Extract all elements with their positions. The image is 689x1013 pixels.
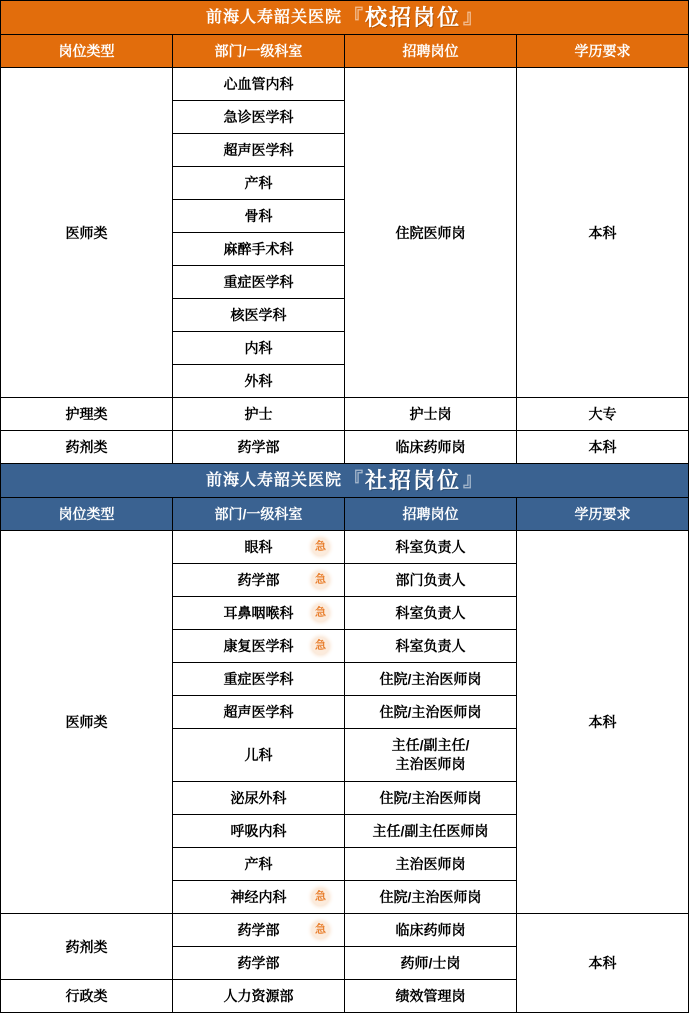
education-cell: 本科 — [517, 531, 689, 914]
department-cell — [173, 564, 345, 597]
col-header-department: 部门/一级科室 — [173, 35, 345, 68]
urgent-icon: 急 — [312, 889, 329, 906]
table-row — [1, 531, 689, 564]
department-cell: 急诊医学科 — [173, 101, 345, 134]
position-cell: 科室负责人 — [345, 531, 517, 564]
position-cell: 药师/士岗 — [345, 947, 517, 980]
col-header-education: 学历要求 — [517, 35, 689, 68]
department-cell: 呼吸内科 — [173, 815, 345, 848]
campus-column-headers — [1, 35, 689, 68]
department-cell: 骨科 — [173, 200, 345, 233]
department-cell — [173, 630, 345, 663]
department-cell: 外科 — [173, 365, 345, 398]
department-cell: 内科 — [173, 332, 345, 365]
position-cell: 主治医师岗 — [345, 848, 517, 881]
department-cell: 产科 — [173, 167, 345, 200]
department-cell: 泌尿外科 — [173, 782, 345, 815]
department-cell: 核医学科 — [173, 299, 345, 332]
col-header-position: 招聘岗位 — [345, 35, 517, 68]
urgent-icon: 急 — [312, 539, 329, 556]
table-row — [1, 398, 689, 431]
category-cell: 药剂类 — [1, 914, 173, 980]
campus-title-highlight: 校招岗位 — [365, 4, 462, 30]
department-cell: 超声医学科 — [173, 134, 345, 167]
position-cell — [345, 729, 517, 782]
table-row — [1, 68, 689, 101]
position-cell: 临床药师岗 — [345, 431, 517, 464]
department-label: 神经内科 — [230, 889, 287, 905]
col-header-category: 岗位类型 — [1, 498, 173, 531]
position-cell: 科室负责人 — [345, 630, 517, 663]
department-cell: 重症医学科 — [173, 663, 345, 696]
education-cell: 本科 — [517, 431, 689, 464]
col-header-category: 岗位类型 — [1, 35, 173, 68]
department-cell — [173, 531, 345, 564]
col-header-education: 学历要求 — [517, 498, 689, 531]
category-cell: 药剂类 — [1, 431, 173, 464]
education-cell: 大专 — [517, 398, 689, 431]
urgent-icon: 急 — [312, 605, 329, 622]
department-cell: 人力资源部 — [173, 980, 345, 1013]
department-cell: 麻醉手术科 — [173, 233, 345, 266]
position-cell: 住院医师岗 — [345, 68, 517, 398]
social-title-row — [1, 464, 689, 498]
department-label: 眼科 — [244, 539, 273, 555]
department-label: 药学部 — [237, 922, 280, 938]
department-cell: 护士 — [173, 398, 345, 431]
department-label: 康复医学科 — [223, 638, 294, 654]
department-cell: 产科 — [173, 848, 345, 881]
campus-title-text — [205, 4, 483, 30]
urgent-icon: 急 — [312, 572, 329, 589]
table-row — [1, 914, 689, 947]
position-cell: 住院/主治医师岗 — [345, 663, 517, 696]
campus-title — [1, 1, 689, 35]
position-cell: 临床药师岗 — [345, 914, 517, 947]
social-title-text — [205, 467, 483, 493]
category-cell: 行政类 — [1, 980, 173, 1013]
position-line: 主治医师岗 — [395, 756, 466, 772]
bracket-open: 『 — [343, 7, 363, 28]
campus-title-row — [1, 1, 689, 35]
social-title — [1, 464, 689, 498]
department-cell: 儿科 — [173, 729, 345, 782]
department-cell: 超声医学科 — [173, 696, 345, 729]
category-cell: 护理类 — [1, 398, 173, 431]
education-cell: 本科 — [517, 68, 689, 398]
position-cell: 绩效管理岗 — [345, 980, 517, 1013]
bracket-close: 』 — [463, 7, 483, 28]
department-cell — [173, 914, 345, 947]
bracket-open: 『 — [343, 470, 363, 491]
department-cell: 心血管内科 — [173, 68, 345, 101]
col-header-position: 招聘岗位 — [345, 498, 517, 531]
department-label: 药学部 — [237, 572, 280, 588]
department-cell — [173, 881, 345, 914]
hospital-name: 前海人寿韶关医院 — [205, 8, 342, 26]
hospital-name: 前海人寿韶关医院 — [205, 471, 342, 489]
position-cell: 住院/主治医师岗 — [345, 881, 517, 914]
position-cell: 主任/副主任医师岗 — [345, 815, 517, 848]
position-cell: 住院/主治医师岗 — [345, 782, 517, 815]
position-cell: 科室负责人 — [345, 597, 517, 630]
position-cell: 住院/主治医师岗 — [345, 696, 517, 729]
urgent-icon: 急 — [312, 922, 329, 939]
department-cell: 重症医学科 — [173, 266, 345, 299]
department-cell — [173, 597, 345, 630]
category-cell: 医师类 — [1, 68, 173, 398]
social-title-highlight: 社招岗位 — [365, 467, 462, 493]
department-cell: 药学部 — [173, 947, 345, 980]
department-cell: 药学部 — [173, 431, 345, 464]
position-line: 主任/副主任/ — [391, 737, 470, 754]
education-cell: 本科 — [517, 914, 689, 1013]
table-row — [1, 431, 689, 464]
urgent-icon: 急 — [312, 638, 329, 655]
category-cell: 医师类 — [1, 531, 173, 914]
social-column-headers — [1, 498, 689, 531]
bracket-close: 』 — [463, 470, 483, 491]
department-label: 耳鼻咽喉科 — [223, 605, 294, 621]
position-cell: 部门负责人 — [345, 564, 517, 597]
position-cell: 护士岗 — [345, 398, 517, 431]
col-header-department: 部门/一级科室 — [173, 498, 345, 531]
